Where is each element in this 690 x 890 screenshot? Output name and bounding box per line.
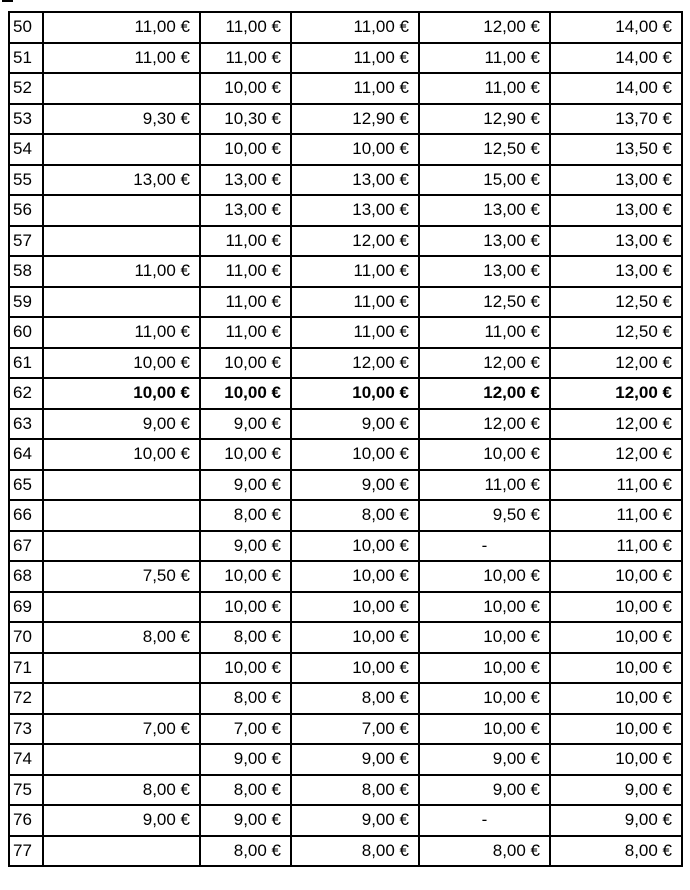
price-cell[interactable]: 8,00 €: [291, 775, 419, 806]
row-number-cell[interactable]: 53: [9, 104, 43, 135]
price-cell[interactable]: 8,00 €: [419, 836, 550, 867]
price-cell[interactable]: 9,00 €: [291, 470, 419, 501]
price-cell[interactable]: 10,00 €: [550, 744, 682, 775]
price-cell[interactable]: 11,00 €: [200, 287, 291, 318]
price-cell[interactable]: 11,00 €: [291, 43, 419, 74]
price-cell[interactable]: 12,50 €: [419, 287, 550, 318]
price-cell[interactable]: 13,00 €: [291, 195, 419, 226]
price-cell[interactable]: 9,00 €: [200, 531, 291, 562]
price-cell[interactable]: 13,00 €: [550, 195, 682, 226]
price-cell[interactable]: 9,00 €: [291, 744, 419, 775]
table-row: [9, 744, 682, 775]
price-cell[interactable]: 7,00 €: [200, 714, 291, 745]
price-cell[interactable]: [43, 500, 200, 531]
row-number-cell[interactable]: 58: [9, 256, 43, 287]
price-cell[interactable]: [43, 592, 200, 623]
price-cell[interactable]: 10,00 €: [291, 622, 419, 653]
price-cell[interactable]: 10,00 €: [200, 348, 291, 379]
price-cell[interactable]: 11,00 €: [291, 256, 419, 287]
price-cell[interactable]: 12,50 €: [550, 317, 682, 348]
price-cell[interactable]: 8,00 €: [200, 622, 291, 653]
price-cell[interactable]: 13,70 €: [550, 104, 682, 135]
row-number-cell[interactable]: 57: [9, 226, 43, 257]
price-cell[interactable]: 11,00 €: [200, 256, 291, 287]
price-cell[interactable]: 8,00 €: [43, 775, 200, 806]
row-number-cell[interactable]: 62: [9, 378, 43, 409]
row-number-cell[interactable]: 56: [9, 195, 43, 226]
price-cell[interactable]: 9,00 €: [200, 744, 291, 775]
price-cell[interactable]: 10,00 €: [291, 378, 419, 409]
price-cell[interactable]: 10,00 €: [419, 592, 550, 623]
table-row: [9, 104, 682, 135]
price-cell[interactable]: 11,00 €: [550, 500, 682, 531]
price-cell[interactable]: 10,00 €: [43, 378, 200, 409]
price-cell[interactable]: 9,00 €: [291, 805, 419, 836]
table-row: [9, 470, 682, 501]
price-cell[interactable]: 11,00 €: [200, 43, 291, 74]
price-cell[interactable]: 10,00 €: [550, 561, 682, 592]
row-number-cell[interactable]: 68: [9, 561, 43, 592]
table-row: [9, 195, 682, 226]
price-cell[interactable]: 10,00 €: [550, 592, 682, 623]
table-row: [9, 226, 682, 257]
price-cell[interactable]: 8,00 €: [200, 500, 291, 531]
row-number-cell[interactable]: 71: [9, 653, 43, 684]
price-cell[interactable]: 7,50 €: [43, 561, 200, 592]
price-cell[interactable]: 11,00 €: [550, 531, 682, 562]
table-row: [9, 775, 682, 806]
price-cell[interactable]: 14,00 €: [550, 43, 682, 74]
price-cell[interactable]: 13,00 €: [419, 226, 550, 257]
row-number-cell[interactable]: 76: [9, 805, 43, 836]
price-cell[interactable]: 12,00 €: [550, 439, 682, 470]
price-cell[interactable]: 10,00 €: [550, 683, 682, 714]
price-cell[interactable]: 9,00 €: [200, 409, 291, 440]
table-row: [9, 561, 682, 592]
price-cell[interactable]: -: [419, 805, 550, 836]
price-cell[interactable]: 9,00 €: [43, 409, 200, 440]
price-cell[interactable]: 11,00 €: [419, 43, 550, 74]
price-cell[interactable]: 11,00 €: [43, 256, 200, 287]
price-cell[interactable]: 10,00 €: [291, 439, 419, 470]
price-cell[interactable]: 10,00 €: [200, 378, 291, 409]
price-cell[interactable]: 10,00 €: [550, 653, 682, 684]
price-cell[interactable]: 10,00 €: [200, 592, 291, 623]
price-cell[interactable]: [43, 226, 200, 257]
table-row: [9, 409, 682, 440]
price-cell[interactable]: 8,00 €: [200, 683, 291, 714]
price-cell[interactable]: 12,00 €: [291, 348, 419, 379]
table-row: [9, 622, 682, 653]
price-cell[interactable]: 8,00 €: [200, 775, 291, 806]
price-cell[interactable]: 9,00 €: [200, 805, 291, 836]
price-cell[interactable]: 14,00 €: [550, 73, 682, 104]
price-cell[interactable]: [43, 195, 200, 226]
price-cell[interactable]: 9,30 €: [43, 104, 200, 135]
price-cell[interactable]: 8,00 €: [43, 622, 200, 653]
table-row: [9, 592, 682, 623]
price-cell[interactable]: 10,00 €: [43, 439, 200, 470]
row-number-cell[interactable]: 67: [9, 531, 43, 562]
price-cell[interactable]: 10,00 €: [200, 73, 291, 104]
price-cell[interactable]: 12,00 €: [550, 409, 682, 440]
price-cell[interactable]: 10,00 €: [291, 561, 419, 592]
table-row: [9, 531, 682, 562]
price-cell[interactable]: 9,00 €: [43, 805, 200, 836]
price-cell[interactable]: 13,00 €: [43, 165, 200, 196]
price-cell[interactable]: 12,00 €: [291, 226, 419, 257]
price-cell[interactable]: 10,00 €: [419, 653, 550, 684]
price-cell[interactable]: 12,00 €: [550, 348, 682, 379]
price-cell[interactable]: 10,00 €: [200, 561, 291, 592]
price-cell[interactable]: 7,00 €: [43, 714, 200, 745]
price-cell[interactable]: 13,00 €: [550, 165, 682, 196]
price-cell[interactable]: [43, 683, 200, 714]
row-number-cell[interactable]: 59: [9, 287, 43, 318]
table-row: [9, 805, 682, 836]
price-cell[interactable]: 9,00 €: [200, 470, 291, 501]
price-cell[interactable]: [43, 470, 200, 501]
price-cell[interactable]: 9,00 €: [550, 775, 682, 806]
price-cell[interactable]: 9,00 €: [291, 409, 419, 440]
price-cell[interactable]: 8,00 €: [291, 836, 419, 867]
price-cell[interactable]: 10,00 €: [200, 439, 291, 470]
row-number-cell[interactable]: 54: [9, 134, 43, 165]
row-number-cell[interactable]: 63: [9, 409, 43, 440]
price-cell[interactable]: 12,00 €: [419, 12, 550, 43]
table-row: [9, 439, 682, 470]
price-cell[interactable]: 11,00 €: [419, 317, 550, 348]
price-cell[interactable]: 7,00 €: [291, 714, 419, 745]
crop-artifact-line: [2, 0, 13, 2]
price-cell[interactable]: 11,00 €: [43, 317, 200, 348]
price-cell[interactable]: 13,50 €: [550, 134, 682, 165]
price-table: [8, 11, 683, 867]
row-number-cell[interactable]: 64: [9, 439, 43, 470]
table-row: [9, 714, 682, 745]
table-row: [9, 73, 682, 104]
price-cell[interactable]: [43, 134, 200, 165]
price-cell[interactable]: 13,00 €: [291, 165, 419, 196]
row-number-cell[interactable]: 69: [9, 592, 43, 623]
price-cell[interactable]: 10,00 €: [550, 622, 682, 653]
row-number-cell[interactable]: 50: [9, 12, 43, 43]
price-cell[interactable]: 11,00 €: [43, 12, 200, 43]
row-number-cell[interactable]: 73: [9, 714, 43, 745]
price-cell[interactable]: 13,00 €: [200, 195, 291, 226]
price-cell[interactable]: 8,00 €: [291, 683, 419, 714]
price-cell[interactable]: 15,00 €: [419, 165, 550, 196]
price-cell[interactable]: [43, 531, 200, 562]
row-number-cell[interactable]: 70: [9, 622, 43, 653]
price-cell[interactable]: 10,00 €: [291, 531, 419, 562]
table-row: [9, 165, 682, 196]
price-cell[interactable]: 11,00 €: [291, 287, 419, 318]
row-number-cell[interactable]: 60: [9, 317, 43, 348]
row-number-cell[interactable]: 65: [9, 470, 43, 501]
row-number-cell[interactable]: 52: [9, 73, 43, 104]
price-cell[interactable]: 10,00 €: [419, 714, 550, 745]
price-cell[interactable]: 13,00 €: [200, 165, 291, 196]
price-cell[interactable]: 9,50 €: [419, 500, 550, 531]
price-cell[interactable]: 9,00 €: [419, 744, 550, 775]
price-cell[interactable]: 11,00 €: [43, 43, 200, 74]
row-number-cell[interactable]: 72: [9, 683, 43, 714]
price-cell[interactable]: 12,50 €: [550, 287, 682, 318]
table-row: [9, 43, 682, 74]
price-cell[interactable]: 11,00 €: [419, 470, 550, 501]
price-cell[interactable]: 11,00 €: [200, 317, 291, 348]
price-cell[interactable]: 11,00 €: [291, 12, 419, 43]
price-cell[interactable]: [43, 836, 200, 867]
price-cell[interactable]: 10,00 €: [419, 561, 550, 592]
price-cell[interactable]: 11,00 €: [200, 12, 291, 43]
table-row: [9, 836, 682, 867]
row-number-cell[interactable]: 74: [9, 744, 43, 775]
price-cell[interactable]: 8,00 €: [200, 836, 291, 867]
price-cell[interactable]: 10,00 €: [200, 653, 291, 684]
price-cell[interactable]: 10,00 €: [43, 348, 200, 379]
price-cell[interactable]: 10,00 €: [550, 714, 682, 745]
price-cell[interactable]: 9,00 €: [550, 805, 682, 836]
table-row: [9, 287, 682, 318]
price-cell[interactable]: 10,00 €: [291, 134, 419, 165]
price-table-body: [9, 12, 682, 866]
table-row: [9, 134, 682, 165]
price-cell[interactable]: 12,90 €: [291, 104, 419, 135]
row-number-cell[interactable]: 55: [9, 165, 43, 196]
price-cell[interactable]: 13,00 €: [550, 226, 682, 257]
price-cell[interactable]: 12,00 €: [550, 378, 682, 409]
price-cell[interactable]: 12,50 €: [419, 134, 550, 165]
price-cell[interactable]: 8,00 €: [550, 836, 682, 867]
price-cell[interactable]: [43, 287, 200, 318]
price-cell[interactable]: 10,00 €: [419, 683, 550, 714]
table-row: [9, 500, 682, 531]
table-row: [9, 653, 682, 684]
price-cell[interactable]: 9,00 €: [419, 775, 550, 806]
price-cell[interactable]: 12,00 €: [419, 409, 550, 440]
price-cell[interactable]: 10,00 €: [419, 439, 550, 470]
row-number-cell[interactable]: 66: [9, 500, 43, 531]
price-cell[interactable]: 10,00 €: [291, 592, 419, 623]
price-cell[interactable]: 11,00 €: [419, 73, 550, 104]
row-number-cell[interactable]: 75: [9, 775, 43, 806]
price-cell[interactable]: 11,00 €: [291, 317, 419, 348]
price-cell[interactable]: 13,00 €: [550, 256, 682, 287]
price-cell[interactable]: 13,00 €: [419, 195, 550, 226]
table-row: [9, 378, 682, 409]
table-row: [9, 683, 682, 714]
price-cell[interactable]: -: [419, 531, 550, 562]
row-number-cell[interactable]: 61: [9, 348, 43, 379]
price-cell[interactable]: 14,00 €: [550, 12, 682, 43]
table-row: [9, 12, 682, 43]
price-cell[interactable]: 10,30 €: [200, 104, 291, 135]
price-cell[interactable]: 12,90 €: [419, 104, 550, 135]
price-cell[interactable]: 12,00 €: [419, 348, 550, 379]
price-cell[interactable]: [43, 744, 200, 775]
price-cell[interactable]: [43, 653, 200, 684]
table-row: [9, 348, 682, 379]
price-cell[interactable]: [43, 73, 200, 104]
table-row: [9, 256, 682, 287]
price-cell[interactable]: 11,00 €: [200, 226, 291, 257]
price-cell[interactable]: 11,00 €: [550, 470, 682, 501]
price-cell[interactable]: 12,00 €: [419, 378, 550, 409]
price-cell[interactable]: 10,00 €: [291, 653, 419, 684]
table-row: [9, 317, 682, 348]
price-cell[interactable]: 10,00 €: [200, 134, 291, 165]
price-cell[interactable]: 11,00 €: [291, 73, 419, 104]
price-cell[interactable]: 13,00 €: [419, 256, 550, 287]
price-cell[interactable]: 10,00 €: [419, 622, 550, 653]
row-number-cell[interactable]: 77: [9, 836, 43, 867]
price-cell[interactable]: 8,00 €: [291, 500, 419, 531]
row-number-cell[interactable]: 51: [9, 43, 43, 74]
